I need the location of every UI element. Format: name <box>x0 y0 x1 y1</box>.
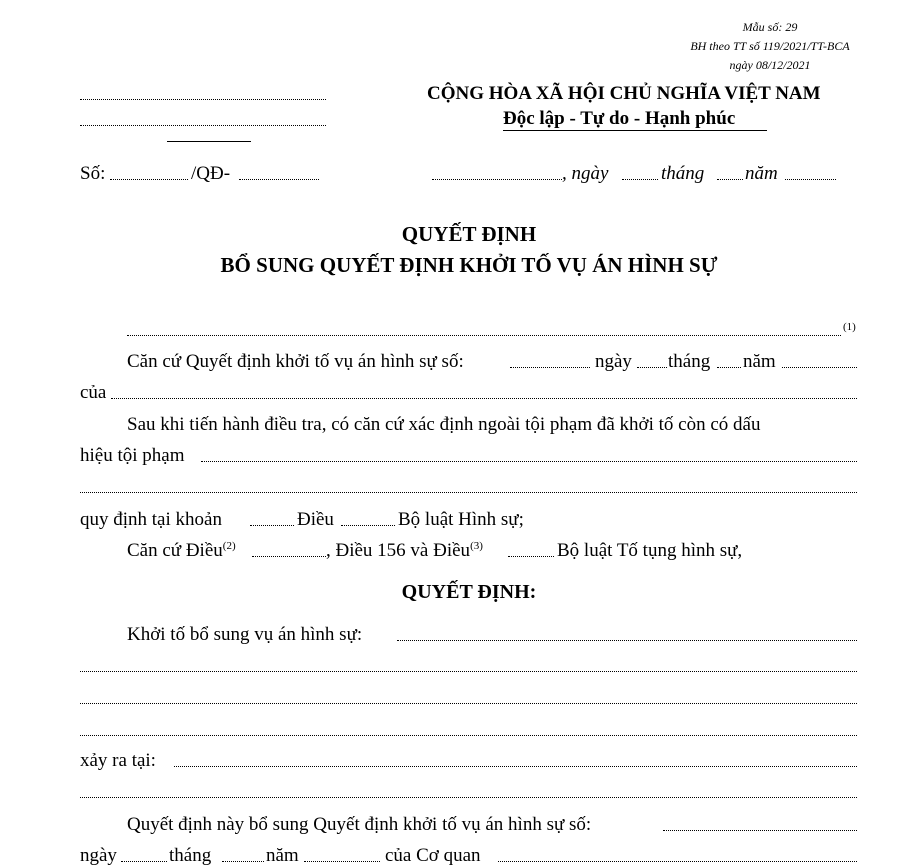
qd-suffix-field[interactable] <box>239 179 319 180</box>
agency-label: của Cơ quan <box>385 845 481 866</box>
final-nam-label: năm <box>266 845 299 866</box>
final-month-field[interactable] <box>222 861 264 862</box>
supplement-field-3[interactable] <box>80 703 857 704</box>
date-nam-label: năm <box>745 163 778 184</box>
basis-decision-text: Căn cứ Quyết định khởi tố vụ án hình sự số: <box>127 351 464 372</box>
final-thang-label: tháng <box>169 845 212 866</box>
place-field[interactable] <box>432 179 562 180</box>
cua-field[interactable] <box>111 398 857 399</box>
final-ngay-label: ngày <box>80 845 117 866</box>
note-2: (2) <box>222 540 236 552</box>
doc-title: QUYẾT ĐỊNH <box>401 222 537 246</box>
agency-line-1[interactable] <box>80 99 326 100</box>
supplement-field-2[interactable] <box>80 671 857 672</box>
basis-article-label: Căn cứ Điều$^{(2)}$ <box>127 540 236 561</box>
procedure-code-label: Bộ luật Tố tụng hình sự, <box>557 540 743 561</box>
basis-decision-number-field[interactable] <box>510 367 590 368</box>
motto-underline <box>503 130 767 131</box>
basis-month-field[interactable] <box>717 367 741 368</box>
crime-signs-field[interactable] <box>201 461 857 462</box>
note-3: (3) <box>470 540 483 552</box>
decision-heading: QUYẾT ĐỊNH: <box>401 581 537 603</box>
occurred-at-field[interactable] <box>174 766 857 767</box>
article-field[interactable] <box>341 525 395 526</box>
article-label: Điều <box>297 509 334 530</box>
supplement-text: Khởi tố bổ sung vụ án hình sự: <box>127 624 363 645</box>
this-decision-text: Quyết định này bổ sung Quyết định khởi tố vụ án hình sự số: <box>127 814 592 835</box>
article-156-label: , Điều 156 và Điều$^{(3)}$ <box>326 540 483 561</box>
investigation-text: Sau khi tiến hành điều tra, có căn cứ xác định ngoài tội phạm đã khởi tố còn có dấu <box>127 414 761 435</box>
supplement-field[interactable] <box>397 640 857 641</box>
doc-subtitle: BỔ SUNG QUYẾT ĐỊNH KHỞI TỐ VỤ ÁN HÌNH SỰ <box>220 253 718 277</box>
agency-line-2[interactable] <box>80 125 326 126</box>
form-code-line-1: Mẫu số: 29 <box>742 20 798 34</box>
date-day-field[interactable] <box>622 179 658 180</box>
agency-underline <box>167 141 251 142</box>
procedure-article-field[interactable] <box>508 556 554 557</box>
date-year-field[interactable] <box>785 179 836 180</box>
basis-article-field[interactable] <box>252 556 326 557</box>
basis-nam-label: năm <box>743 351 776 372</box>
basis-thang-label: tháng <box>668 351 711 372</box>
basis-day-field[interactable] <box>637 367 667 368</box>
clause-label: quy định tại khoản <box>80 509 222 530</box>
occurred-at-label: xảy ra tại: <box>80 750 156 771</box>
crime-signs-field-2[interactable] <box>80 492 857 493</box>
final-day-field[interactable] <box>121 861 167 862</box>
number-field[interactable] <box>110 179 188 180</box>
authority-field[interactable] <box>127 335 841 336</box>
this-decision-number-field[interactable] <box>663 830 857 831</box>
qd-label: /QĐ- <box>191 163 231 184</box>
supplement-field-4[interactable] <box>80 735 857 736</box>
note-1: (1) <box>843 321 856 333</box>
number-label: Số: <box>80 163 106 184</box>
criminal-code-label: Bộ luật Hình sự; <box>398 509 524 530</box>
form-code-line-2: BH theo TT số 119/2021/TT-BCA <box>690 39 850 53</box>
basis-ngay-label: ngày <box>595 351 632 372</box>
form-code-line-3: ngày 08/12/2021 <box>729 58 811 72</box>
date-month-field[interactable] <box>717 179 743 180</box>
basis-year-field[interactable] <box>782 367 857 368</box>
nation-title: CỘNG HÒA XÃ HỘI CHỦ NGHĨA VIỆT NAM <box>427 83 821 104</box>
cua-label: của <box>80 382 107 403</box>
motto: Độc lập - Tự do - Hạnh phúc <box>503 108 736 129</box>
agency-field[interactable] <box>498 861 857 862</box>
occurred-at-field-2[interactable] <box>80 797 857 798</box>
date-thang-label: tháng <box>661 163 705 184</box>
final-year-field[interactable] <box>304 861 380 862</box>
clause-field[interactable] <box>250 525 294 526</box>
crime-signs-label: hiệu tội phạm <box>80 445 185 466</box>
date-ngay-label: , ngày <box>562 163 609 184</box>
